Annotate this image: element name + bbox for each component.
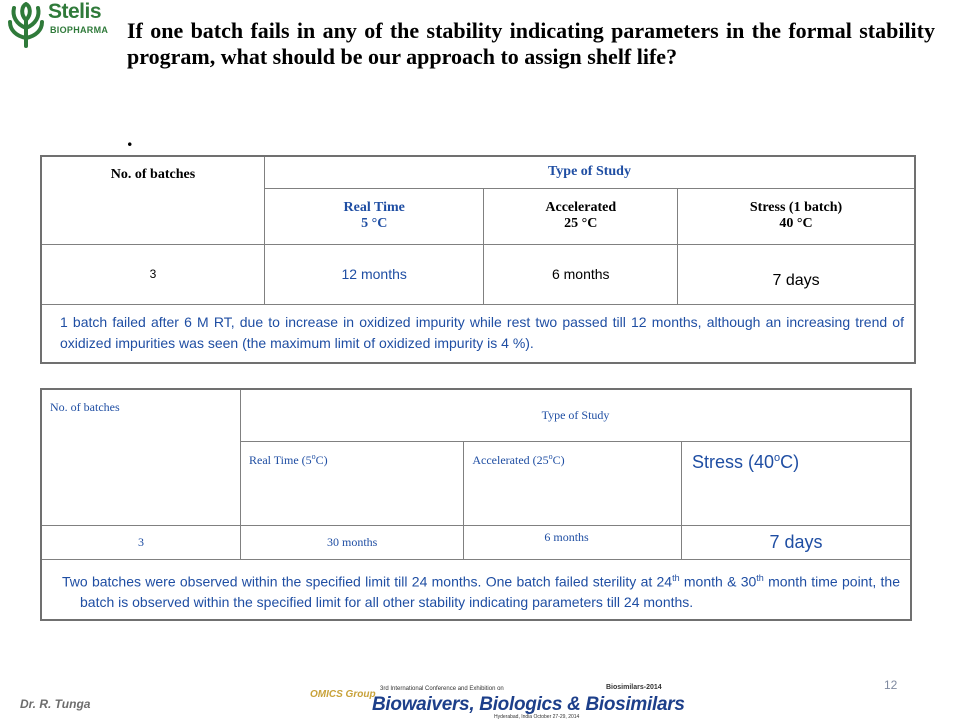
cell-accelerated: 6 months — [464, 525, 682, 559]
unit-c: C) — [780, 451, 800, 472]
cell-accelerated: 6 months — [484, 244, 678, 304]
note-sup-th-2: th — [756, 572, 764, 583]
stelis-logo — [4, 0, 109, 50]
logo-brand: Stelis — [48, 0, 102, 23]
cell-stress: 7 days — [682, 525, 911, 559]
header-no-of-batches: No. of batches — [41, 156, 264, 244]
page-number: 12 — [884, 678, 898, 692]
header-type-of-study: Type of Study — [264, 156, 915, 188]
bullet-dot: . — [127, 126, 133, 151]
question-heading: If one batch fails in any of the stability indicating parameters in the formal stability program, what should be our approach to assign shelf life? — [127, 18, 935, 69]
header-real-time — [264, 188, 483, 244]
degree-sup: o — [548, 451, 553, 461]
author-name: Dr. R. Tunga — [20, 697, 91, 711]
banner-conference-line: 3rd International Conference and Exhibition on — [380, 686, 504, 692]
note-part-c: month time point, the batch is observed within the specified limit for all other stability indicating parameters till 24 months. — [80, 573, 900, 611]
cell-stress: 7 days — [678, 244, 915, 304]
stability-table-1 — [40, 155, 916, 364]
stress-label: Stress (1 batch) — [749, 200, 843, 215]
conference-banner — [306, 684, 685, 720]
header-stress — [678, 188, 915, 244]
header-stress — [682, 441, 911, 525]
table2-note-text — [52, 568, 900, 614]
cell-real-time: 30 months — [240, 525, 463, 559]
cell-real-time: 12 months — [264, 244, 483, 304]
note-part-a: Two batches were observed within the specified limit till 24 months. One batch failed sterility at 24 — [62, 573, 673, 590]
banner-main-title: Biowaivers, Biologics & Biosimilars — [372, 694, 685, 715]
real-time-label: Real Time (5 — [248, 452, 312, 467]
table1-note: 1 batch failed after 6 M RT, due to increase in oxidized impurity while rest two passed till 12 months, although an increasing trend of oxidized impurities was seen (the maximum limit of oxidized impurity is 4 %). — [41, 304, 915, 363]
accelerated-temp: 25 °C — [564, 216, 598, 231]
unit-c: C) — [552, 452, 565, 467]
degree-sup: o — [311, 451, 316, 461]
omics-logo: OMICS Group — [310, 689, 376, 700]
header-type-of-study: Type of Study — [240, 389, 911, 441]
accelerated-label: Accelerated (25 — [472, 452, 549, 467]
header-no-of-batches: No. of batches — [41, 389, 240, 525]
table2-note — [41, 559, 911, 620]
banner-venue: Hyderabad, India October 27-29, 2014 — [494, 714, 580, 720]
stress-temp: 40 °C — [779, 216, 813, 231]
note-part-b: month & 30 — [679, 573, 757, 590]
banner-tag: Biosimilars-2014 — [606, 684, 662, 691]
logo-subtitle: BIOPHARMA — [50, 25, 109, 35]
header-accelerated — [484, 188, 678, 244]
unit-c: C) — [315, 452, 328, 467]
header-real-time — [240, 441, 463, 525]
degree-sup: o — [774, 451, 781, 464]
stelis-leaf-icon — [6, 2, 46, 48]
cell-batches: 3 — [41, 244, 264, 304]
accelerated-label: Accelerated — [545, 200, 617, 215]
stability-table-2 — [40, 388, 912, 621]
real-time-label: Real Time — [343, 200, 405, 215]
note-sup-th-1: th — [672, 572, 680, 583]
cell-batches: 3 — [41, 525, 240, 559]
stress-label: Stress (40 — [692, 451, 775, 472]
header-accelerated — [464, 441, 682, 525]
real-time-temp: 5 °C — [361, 216, 388, 231]
